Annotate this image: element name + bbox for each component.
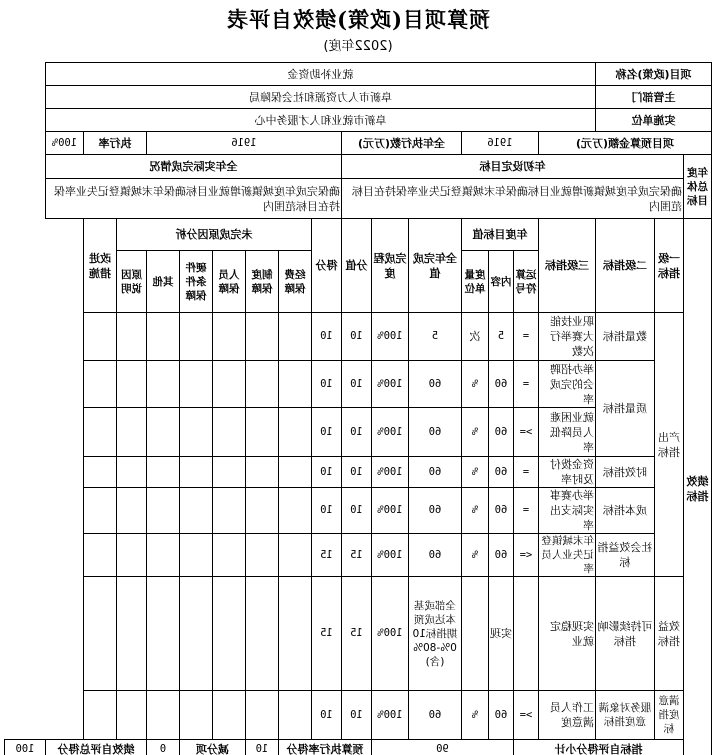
header-l2: 二级指标 [595, 219, 654, 313]
level2-quality: 质量指标 [595, 361, 654, 457]
header-reason-group: 未完成原因分析 [116, 219, 311, 251]
indicator-row [5, 488, 712, 534]
indicator-unit: % [461, 534, 488, 577]
section-label: 绩效指标 [684, 219, 712, 755]
indicator-actual: 5 [408, 313, 461, 361]
indicator-op: = [513, 488, 538, 534]
indicator-unit: % [461, 361, 488, 408]
indicator-score: 10 [311, 691, 341, 740]
indicator-score: 10 [311, 457, 341, 488]
indicator-target: 实现 [488, 577, 513, 691]
indicator-row [5, 691, 712, 740]
page-title: 预算项目(政策)绩效自评表 [226, 7, 490, 32]
level1-satisfaction: 满意度指标 [655, 691, 684, 740]
header-reason-staff: 人员保障 [212, 251, 245, 313]
indicator-actual: 60 [408, 534, 461, 577]
deduct-label: 减分项 [179, 740, 245, 755]
subtotal-value: 90 [371, 740, 513, 755]
page-subtitle-year: (2022年度) [323, 39, 393, 54]
rate-label: 执行率 [83, 132, 146, 155]
indicator-name: 工作人员满意度 [538, 691, 595, 740]
indicator-name: 职业技能大赛举行次数 [538, 313, 595, 361]
header-degree: 完成程度 [371, 219, 408, 313]
indicator-op: = [513, 361, 538, 408]
level2-timeliness: 时效指标 [595, 457, 654, 488]
indicator-unit [461, 577, 488, 691]
indicator-score: 10 [311, 313, 341, 361]
level1-effect: 效益指标 [655, 577, 684, 691]
indicator-unit: % [461, 488, 488, 534]
level1-output: 产出指标 [655, 313, 684, 577]
info-row-name [5, 63, 712, 86]
subtotal-label: 指标自评得分小计 [513, 740, 683, 755]
header-reason-hardware: 硬件条件保障 [179, 251, 212, 313]
indicator-unit: 次 [461, 313, 488, 361]
indicator-points: 10 [341, 313, 371, 361]
project-name-value: 就业补助资金 [45, 63, 595, 86]
header-l1: 一级指标 [655, 219, 684, 313]
indicator-target: 60 [488, 361, 513, 408]
indicator-score: 10 [311, 361, 341, 408]
indicator-op [513, 577, 538, 691]
dept-label: 主管部门 [595, 86, 711, 109]
header-improve: 改进措施 [83, 219, 116, 313]
evaluation-table [4, 62, 712, 755]
indicator-name: 举办招聘会的完成率 [538, 361, 595, 408]
indicator-row [5, 577, 712, 691]
header-row-1 [5, 219, 712, 251]
header-l3: 三级指标 [538, 219, 595, 313]
indicator-score: 15 [311, 534, 341, 577]
indicator-points: 10 [341, 457, 371, 488]
indicator-op: >= [513, 408, 538, 457]
exec-value: 1916 [146, 132, 341, 155]
indicator-name: 资金拨付及时率 [538, 457, 595, 488]
indicator-target: 60 [488, 408, 513, 457]
goals-done-text: 确保完成年度城镇新增就业目标确保年末城镇登记失业率保持在目标范围内 [45, 179, 341, 219]
indicator-degree: 100% [371, 408, 408, 457]
goals-set-text: 确保完成年度城镇新增就业目标确保年末城镇登记失业率保持在目标范围内 [341, 179, 683, 219]
info-row-impl [5, 109, 712, 132]
header-points: 分值 [341, 219, 371, 313]
goals-header-row [5, 155, 712, 179]
indicator-actual: 60 [408, 361, 461, 408]
indicator-points: 15 [341, 577, 371, 691]
indicator-row [5, 457, 712, 488]
header-score: 得分 [311, 219, 341, 313]
header-content: 内容 [488, 251, 513, 313]
exec-score-value: 10 [245, 740, 278, 755]
indicator-degree: 100% [371, 577, 408, 691]
header-reason-funding: 经费保障 [278, 251, 311, 313]
indicator-op: = [513, 313, 538, 361]
indicator-target: 60 [488, 534, 513, 577]
indicator-row [5, 313, 712, 361]
indicator-points: 10 [341, 408, 371, 457]
header-op: 运算符号 [513, 251, 538, 313]
header-reason-other: 其他 [146, 251, 179, 313]
impl-value: 阜新市就业和人才服务中心 [45, 109, 595, 132]
indicator-score: 10 [311, 408, 341, 457]
indicator-unit: % [461, 691, 488, 740]
exec-label: 全年执行数(万元) [341, 132, 461, 155]
indicator-name: 实现稳定就业 [538, 577, 595, 691]
header-target-group: 年度目标值 [461, 219, 538, 251]
level2-social: 社会效益指标 [595, 534, 654, 577]
indicator-degree: 100% [371, 313, 408, 361]
rate-value: 100% [45, 132, 83, 155]
goals-set-label: 年初设定目标 [341, 155, 683, 179]
indicator-score: 10 [311, 488, 341, 534]
indicator-op: = [513, 457, 538, 488]
indicator-row [5, 534, 712, 577]
indicator-degree: 100% [371, 691, 408, 740]
indicator-degree: 100% [371, 361, 408, 408]
project-name-label: 项目(政策)名称 [595, 63, 711, 86]
indicator-op: >= [513, 691, 538, 740]
goals-text-row [5, 179, 712, 219]
indicator-degree: 100% [371, 488, 408, 534]
indicator-name: 年末城镇登记失业人员率 [538, 534, 595, 577]
indicator-actual: 全部或基本达成预期指标100%-80%(含) [408, 577, 461, 691]
indicator-target: 60 [488, 488, 513, 534]
info-row-dept [5, 86, 712, 109]
goals-side-label: 年度总体目标 [684, 155, 712, 219]
footer-row [5, 740, 712, 755]
indicator-target: 60 [488, 457, 513, 488]
header-actual: 全年完成值 [408, 219, 461, 313]
indicator-unit: % [461, 408, 488, 457]
exec-score-label: 预算执行率得分 [278, 740, 371, 755]
indicator-actual: 60 [408, 457, 461, 488]
goals-done-label: 全年实际完成情况 [45, 155, 341, 179]
total-label: 绩效自评总得分 [45, 740, 146, 755]
indicator-points: 10 [341, 691, 371, 740]
header-reason-note: 原因说明 [116, 251, 146, 313]
indicator-unit: % [461, 457, 488, 488]
indicator-target: 60 [488, 691, 513, 740]
total-value: 100 [5, 740, 46, 755]
budget-label: 项目预算金额(万元) [538, 132, 711, 155]
indicator-row [5, 361, 712, 408]
indicator-name: 就业困难人员降低率 [538, 408, 595, 457]
header-unit: 度量单位 [461, 251, 488, 313]
indicator-name: 举办赛事实际支出率 [538, 488, 595, 534]
indicator-points: 10 [341, 488, 371, 534]
deduct-value: 0 [146, 740, 179, 755]
indicator-score: 15 [311, 577, 341, 691]
header-reason-system: 制度保障 [245, 251, 278, 313]
indicator-degree: 100% [371, 534, 408, 577]
indicator-target: 5 [488, 313, 513, 361]
dept-value: 阜新市人力资源和社会保障局 [45, 86, 595, 109]
budget-value: 1916 [461, 132, 538, 155]
indicator-op: <= [513, 534, 538, 577]
indicator-degree: 100% [371, 457, 408, 488]
indicator-actual: 60 [408, 488, 461, 534]
indicator-points: 10 [341, 361, 371, 408]
level2-sustain: 可持续影响指标 [595, 577, 654, 691]
indicator-actual: 60 [408, 408, 461, 457]
level2-service: 服务对象满意度指标 [595, 691, 654, 740]
level2-cost: 成本指标 [595, 488, 654, 534]
level2-quantity: 数量指标 [595, 313, 654, 361]
indicator-actual: 60 [408, 691, 461, 740]
impl-label: 实施单位 [595, 109, 711, 132]
info-row-budget [5, 132, 712, 155]
indicator-points: 15 [341, 534, 371, 577]
